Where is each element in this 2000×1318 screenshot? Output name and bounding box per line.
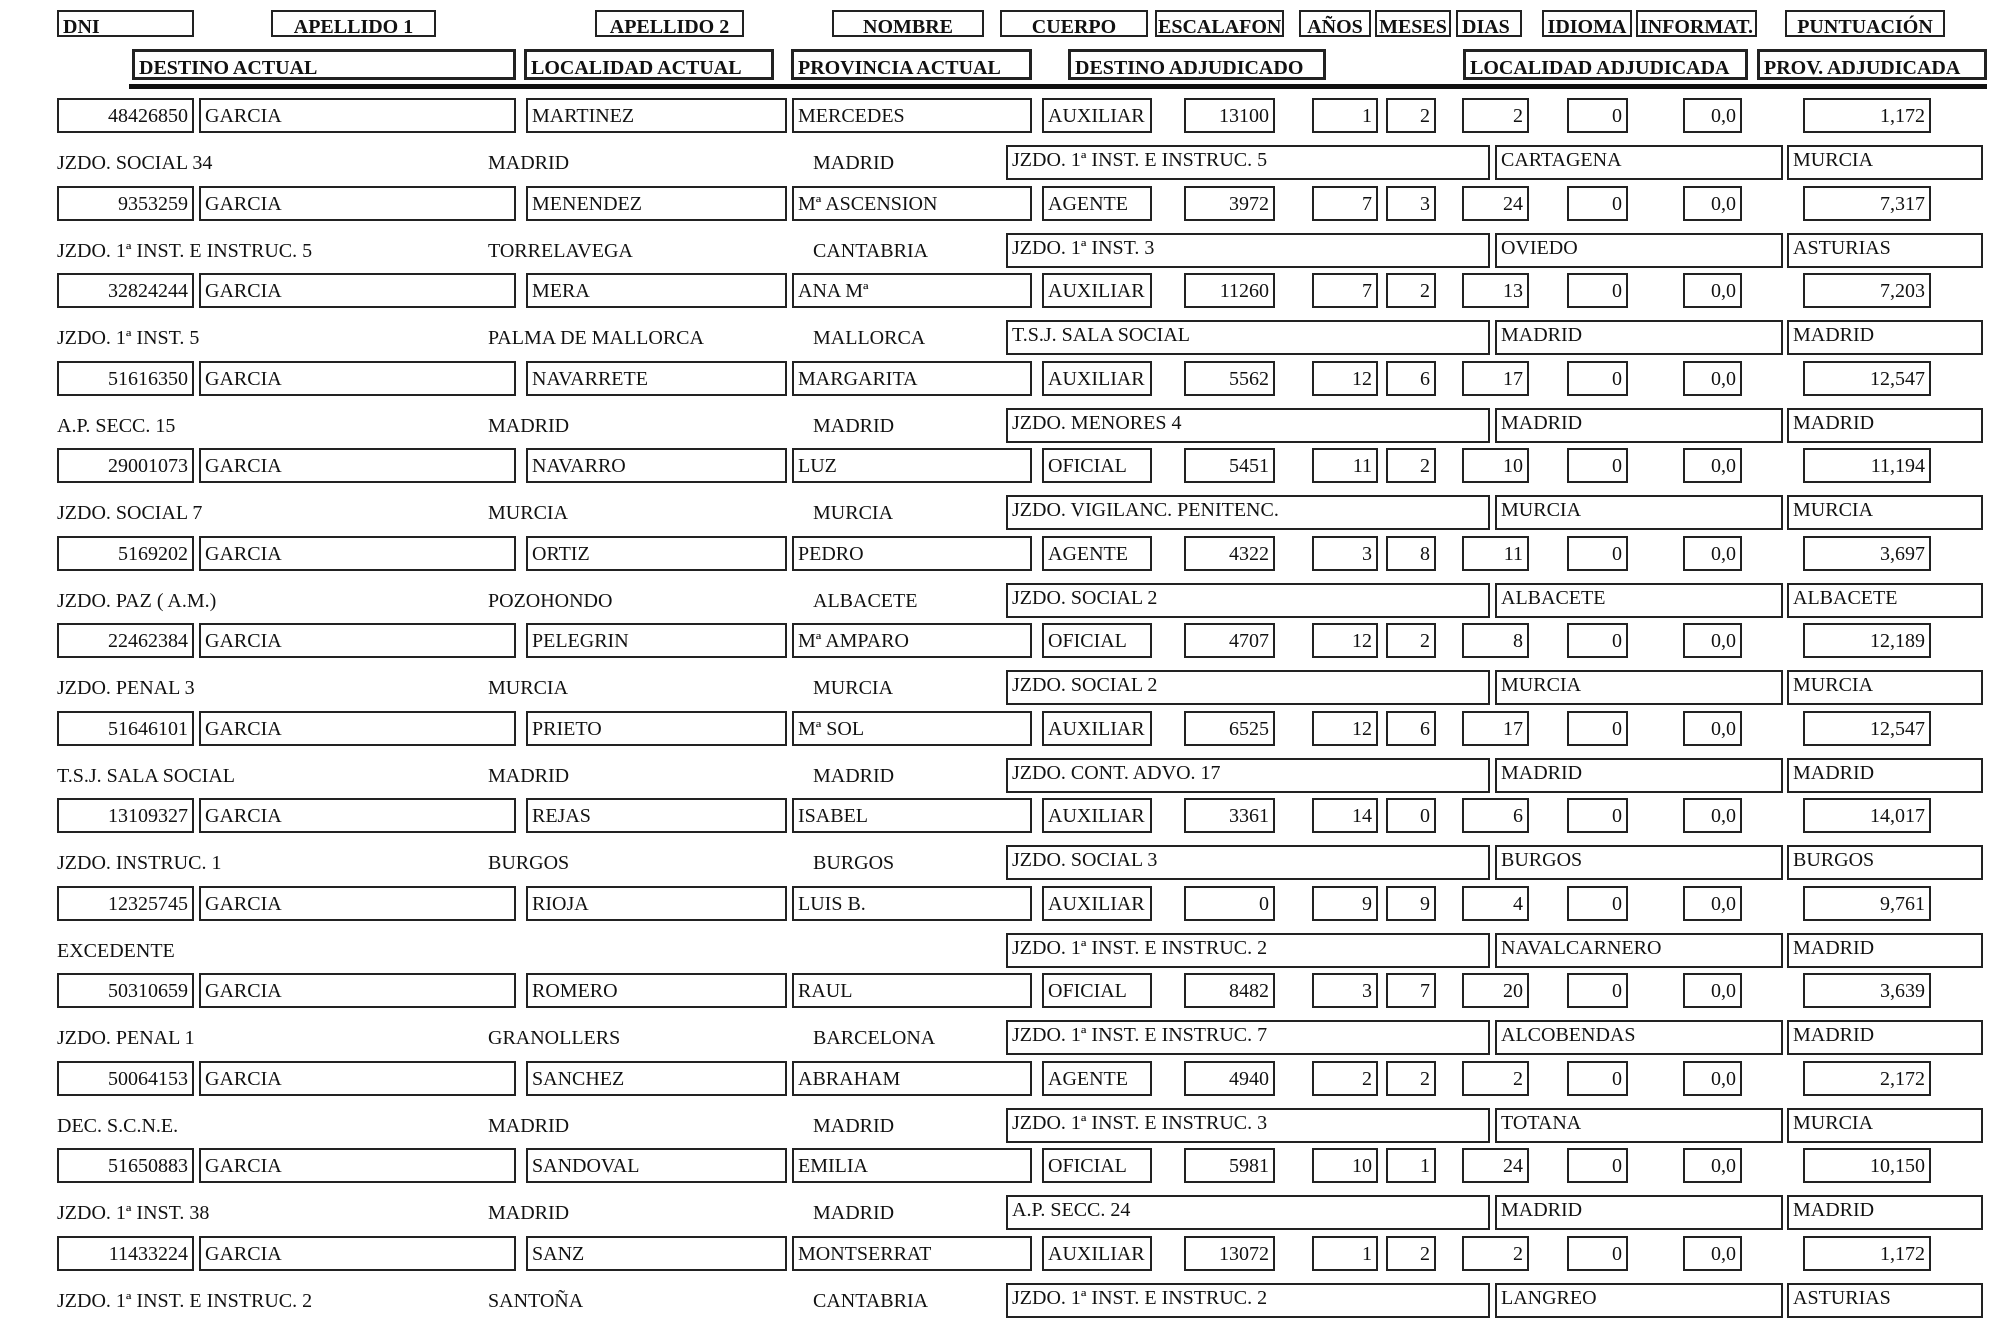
record-dest-text: T.S.J. SALA SOCIAL bbox=[57, 764, 235, 787]
record-dest-text: JZDO. PAZ ( A.M.) bbox=[57, 589, 217, 612]
record-loc-text: POZOHONDO bbox=[488, 589, 613, 612]
record-prov-text: MADRID bbox=[813, 1114, 895, 1137]
record-ladj-field: MURCIA bbox=[1495, 670, 1783, 705]
record-dadj-field: JZDO. CONT. ADVO. 17 bbox=[1006, 758, 1490, 793]
record-anos-field: 12 bbox=[1312, 361, 1378, 396]
record-prov-text: MURCIA bbox=[813, 677, 894, 699]
record-anos-field: 3 bbox=[1312, 973, 1378, 1008]
record-ap1-field: GARCIA bbox=[199, 1236, 516, 1271]
header-apellido2: APELLIDO 2 bbox=[595, 10, 744, 37]
record-anos-field: 3 bbox=[1312, 536, 1378, 571]
record-dest-text: JZDO. 1ª INST. E INSTRUC. 5 bbox=[57, 239, 313, 262]
record-dias-field: 2 bbox=[1462, 1236, 1529, 1271]
record-idioma-field: 0 bbox=[1567, 798, 1628, 833]
record-idioma-field: 0 bbox=[1567, 711, 1628, 746]
record-padj-field: MADRID bbox=[1787, 933, 1983, 968]
record-dadj-field: JZDO. SOCIAL 3 bbox=[1006, 845, 1490, 880]
record-meses-field: 2 bbox=[1386, 273, 1436, 308]
record-meses-field: 3 bbox=[1386, 186, 1436, 221]
record-inf-field: 0,0 bbox=[1683, 1061, 1742, 1096]
record-dias-field: 8 bbox=[1462, 623, 1529, 658]
record-punt-field: 12,547 bbox=[1803, 361, 1931, 396]
record-anos-field: 7 bbox=[1312, 186, 1378, 221]
record-ladj-field: ALCOBENDAS bbox=[1495, 1020, 1783, 1055]
record-ap2-field: SANDOVAL bbox=[526, 1148, 787, 1183]
record-dadj-field: JZDO. 1ª INST. E INSTRUC. 2 bbox=[1006, 1283, 1490, 1318]
record-loc-text: MADRID bbox=[488, 414, 570, 437]
record-dias-field: 17 bbox=[1462, 361, 1529, 396]
record-padj-field: ASTURIAS bbox=[1787, 233, 1983, 268]
record-loc-text: MADRID bbox=[488, 1202, 570, 1224]
record-dni-field: 13109327 bbox=[57, 798, 194, 833]
record-anos-field: 9 bbox=[1312, 886, 1378, 921]
record-inf-field: 0,0 bbox=[1683, 1236, 1742, 1271]
record-idioma-field: 0 bbox=[1567, 1148, 1628, 1183]
record-ladj-field: NAVALCARNERO bbox=[1495, 933, 1783, 968]
record-padj-field: MADRID bbox=[1787, 1020, 1983, 1055]
record-anos-field: 2 bbox=[1312, 1061, 1378, 1096]
record-meses-field: 8 bbox=[1386, 536, 1436, 571]
record-loc-text: BURGOS bbox=[488, 852, 570, 874]
record-dni-field: 51646101 bbox=[57, 711, 194, 746]
record-dadj-field: JZDO. VIGILANC. PENITENC. bbox=[1006, 495, 1490, 530]
record-padj-field: BURGOS bbox=[1787, 845, 1983, 880]
record-ap2-field: SANCHEZ bbox=[526, 1061, 787, 1096]
record-ap1-field: GARCIA bbox=[199, 798, 516, 833]
record-padj-field: MURCIA bbox=[1787, 670, 1983, 705]
record-prov-text: MADRID bbox=[813, 764, 895, 787]
record-padj-field: MADRID bbox=[1787, 320, 1983, 355]
record-loc-text: SANTOÑA bbox=[488, 1289, 584, 1312]
record-nombre-field: Mª AMPARO bbox=[792, 623, 1032, 658]
record-esc-field: 11260 bbox=[1184, 273, 1275, 308]
record-ap2-field: RIOJA bbox=[526, 886, 787, 921]
record-ap2-field: MARTINEZ bbox=[526, 98, 787, 133]
record-punt-field: 11,194 bbox=[1803, 448, 1931, 483]
record-ap2-field: MERA bbox=[526, 273, 787, 308]
record-loc-text: MURCIA bbox=[488, 677, 569, 699]
record-inf-field: 0,0 bbox=[1683, 186, 1742, 221]
record-ap2-field: SANZ bbox=[526, 1236, 787, 1271]
record-punt-field: 3,639 bbox=[1803, 973, 1931, 1008]
record-punt-field: 12,547 bbox=[1803, 711, 1931, 746]
record-dni-field: 51650883 bbox=[57, 1148, 194, 1183]
record-dadj-field: JZDO. 1ª INST. E INSTRUC. 7 bbox=[1006, 1020, 1490, 1055]
record-idioma-field: 0 bbox=[1567, 98, 1628, 133]
record-meses-field: 9 bbox=[1386, 886, 1436, 921]
record-dadj-field: JZDO. SOCIAL 2 bbox=[1006, 670, 1490, 705]
record-inf-field: 0,0 bbox=[1683, 98, 1742, 133]
record-dest-text: JZDO. PENAL 3 bbox=[57, 677, 195, 699]
record-dest-text: JZDO. INSTRUC. 1 bbox=[57, 852, 222, 874]
record-idioma-field: 0 bbox=[1567, 1236, 1628, 1271]
record-dest-text: JZDO. 1ª INST. 38 bbox=[57, 1202, 210, 1224]
record-punt-field: 7,203 bbox=[1803, 273, 1931, 308]
header-destino-actual: DESTINO ACTUAL bbox=[132, 49, 516, 80]
record-ap1-field: GARCIA bbox=[199, 623, 516, 658]
record-meses-field: 1 bbox=[1386, 1148, 1436, 1183]
record-anos-field: 12 bbox=[1312, 711, 1378, 746]
record-dadj-field: JZDO. 1ª INST. E INSTRUC. 5 bbox=[1006, 145, 1490, 180]
record-idioma-field: 0 bbox=[1567, 273, 1628, 308]
header-provincia-actual: PROVINCIA ACTUAL bbox=[791, 49, 1032, 80]
record-dni-field: 50064153 bbox=[57, 1061, 194, 1096]
record-dni-field: 29001073 bbox=[57, 448, 194, 483]
record-punt-field: 10,150 bbox=[1803, 1148, 1931, 1183]
record-anos-field: 10 bbox=[1312, 1148, 1378, 1183]
record-loc-text: MADRID bbox=[488, 1114, 570, 1137]
record-dias-field: 10 bbox=[1462, 448, 1529, 483]
record-nombre-field: Mª SOL bbox=[792, 711, 1032, 746]
record-esc-field: 4707 bbox=[1184, 623, 1275, 658]
record-dias-field: 4 bbox=[1462, 886, 1529, 921]
record-esc-field: 3361 bbox=[1184, 798, 1275, 833]
record-padj-field: MADRID bbox=[1787, 408, 1983, 443]
record-dni-field: 11433224 bbox=[57, 1236, 194, 1271]
record-nombre-field: RAUL bbox=[792, 973, 1032, 1008]
record-ap1-field: GARCIA bbox=[199, 186, 516, 221]
record-ladj-field: LANGREO bbox=[1495, 1283, 1783, 1318]
record-ap1-field: GARCIA bbox=[199, 361, 516, 396]
record-meses-field: 2 bbox=[1386, 1061, 1436, 1096]
record-cuerpo-field: AGENTE bbox=[1042, 186, 1152, 221]
record-inf-field: 0,0 bbox=[1683, 623, 1742, 658]
record-meses-field: 0 bbox=[1386, 798, 1436, 833]
record-nombre-field: ANA Mª bbox=[792, 273, 1032, 308]
record-prov-text: MALLORCA bbox=[813, 327, 926, 349]
record-esc-field: 3972 bbox=[1184, 186, 1275, 221]
record-ap1-field: GARCIA bbox=[199, 536, 516, 571]
record-punt-field: 1,172 bbox=[1803, 98, 1931, 133]
record-idioma-field: 0 bbox=[1567, 186, 1628, 221]
record-ap1-field: GARCIA bbox=[199, 1148, 516, 1183]
record-dadj-field: JZDO. 1ª INST. E INSTRUC. 3 bbox=[1006, 1108, 1490, 1143]
record-cuerpo-field: AUXILIAR bbox=[1042, 1236, 1152, 1271]
record-inf-field: 0,0 bbox=[1683, 798, 1742, 833]
record-dias-field: 6 bbox=[1462, 798, 1529, 833]
record-padj-field: MADRID bbox=[1787, 758, 1983, 793]
record-esc-field: 13100 bbox=[1184, 98, 1275, 133]
header-localidad-actual: LOCALIDAD ACTUAL bbox=[524, 49, 774, 80]
record-ap2-field: NAVARRO bbox=[526, 448, 787, 483]
record-ap1-field: GARCIA bbox=[199, 973, 516, 1008]
record-anos-field: 7 bbox=[1312, 273, 1378, 308]
record-ladj-field: BURGOS bbox=[1495, 845, 1783, 880]
record-nombre-field: LUIS B. bbox=[792, 886, 1032, 921]
record-padj-field: ASTURIAS bbox=[1787, 1283, 1983, 1318]
header-escalafon: ESCALAFON bbox=[1155, 10, 1284, 37]
header-nombre: NOMBRE bbox=[832, 10, 984, 37]
record-dadj-field: A.P. SECC. 24 bbox=[1006, 1195, 1490, 1230]
record-ap2-field: NAVARRETE bbox=[526, 361, 787, 396]
record-dest-text: JZDO. 1ª INST. 5 bbox=[57, 327, 200, 349]
record-prov-text: MADRID bbox=[813, 1202, 895, 1224]
record-punt-field: 12,189 bbox=[1803, 623, 1931, 658]
record-nombre-field: ISABEL bbox=[792, 798, 1032, 833]
record-padj-field: MURCIA bbox=[1787, 1108, 1983, 1143]
record-nombre-field: Mª ASCENSION bbox=[792, 186, 1032, 221]
record-padj-field: MADRID bbox=[1787, 1195, 1983, 1230]
record-dias-field: 20 bbox=[1462, 973, 1529, 1008]
record-loc-text: MADRID bbox=[488, 764, 570, 787]
record-esc-field: 5981 bbox=[1184, 1148, 1275, 1183]
record-cuerpo-field: AGENTE bbox=[1042, 1061, 1152, 1096]
record-ap1-field: GARCIA bbox=[199, 1061, 516, 1096]
header-dias: DIAS bbox=[1456, 10, 1522, 37]
header-dni: DNI bbox=[57, 10, 194, 37]
record-loc-text: MURCIA bbox=[488, 502, 569, 524]
record-esc-field: 8482 bbox=[1184, 973, 1275, 1008]
record-prov-text: MADRID bbox=[813, 414, 895, 437]
record-dest-text: JZDO. SOCIAL 7 bbox=[57, 502, 203, 524]
header-destino-adjudicado: DESTINO ADJUDICADO bbox=[1068, 49, 1326, 80]
record-meses-field: 6 bbox=[1386, 361, 1436, 396]
record-dias-field: 24 bbox=[1462, 1148, 1529, 1183]
record-idioma-field: 0 bbox=[1567, 536, 1628, 571]
record-inf-field: 0,0 bbox=[1683, 973, 1742, 1008]
record-idioma-field: 0 bbox=[1567, 886, 1628, 921]
record-anos-field: 11 bbox=[1312, 448, 1378, 483]
record-ap2-field: PELEGRIN bbox=[526, 623, 787, 658]
record-idioma-field: 0 bbox=[1567, 973, 1628, 1008]
record-cuerpo-field: OFICIAL bbox=[1042, 448, 1152, 483]
record-dadj-field: JZDO. 1ª INST. 3 bbox=[1006, 233, 1490, 268]
record-punt-field: 3,697 bbox=[1803, 536, 1931, 571]
record-ladj-field: MADRID bbox=[1495, 408, 1783, 443]
record-inf-field: 0,0 bbox=[1683, 448, 1742, 483]
record-prov-text: CANTABRIA bbox=[813, 1289, 929, 1312]
record-dadj-field: T.S.J. SALA SOCIAL bbox=[1006, 320, 1490, 355]
record-cuerpo-field: AGENTE bbox=[1042, 536, 1152, 571]
record-inf-field: 0,0 bbox=[1683, 1148, 1742, 1183]
record-prov-text: MURCIA bbox=[813, 502, 894, 524]
record-cuerpo-field: OFICIAL bbox=[1042, 973, 1152, 1008]
record-esc-field: 4322 bbox=[1184, 536, 1275, 571]
record-dni-field: 22462384 bbox=[57, 623, 194, 658]
record-loc-text: MADRID bbox=[488, 152, 570, 174]
record-nombre-field: MONTSERRAT bbox=[792, 1236, 1032, 1271]
record-prov-text: ALBACETE bbox=[813, 589, 918, 612]
record-cuerpo-field: OFICIAL bbox=[1042, 623, 1152, 658]
record-punt-field: 1,172 bbox=[1803, 1236, 1931, 1271]
record-ap2-field: MENENDEZ bbox=[526, 186, 787, 221]
record-cuerpo-field: AUXILIAR bbox=[1042, 273, 1152, 308]
record-meses-field: 2 bbox=[1386, 623, 1436, 658]
record-dias-field: 17 bbox=[1462, 711, 1529, 746]
record-ap1-field: GARCIA bbox=[199, 448, 516, 483]
record-nombre-field: MERCEDES bbox=[792, 98, 1032, 133]
record-dest-text: JZDO. PENAL 1 bbox=[57, 1027, 195, 1049]
record-dest-text: JZDO. 1ª INST. E INSTRUC. 2 bbox=[57, 1289, 313, 1312]
record-anos-field: 1 bbox=[1312, 98, 1378, 133]
record-esc-field: 4940 bbox=[1184, 1061, 1275, 1096]
record-ap2-field: ORTIZ bbox=[526, 536, 787, 571]
record-inf-field: 0,0 bbox=[1683, 711, 1742, 746]
record-meses-field: 6 bbox=[1386, 711, 1436, 746]
record-cuerpo-field: AUXILIAR bbox=[1042, 711, 1152, 746]
record-nombre-field: LUZ bbox=[792, 448, 1032, 483]
record-ladj-field: MADRID bbox=[1495, 758, 1783, 793]
record-punt-field: 14,017 bbox=[1803, 798, 1931, 833]
record-ladj-field: CARTAGENA bbox=[1495, 145, 1783, 180]
record-dni-field: 48426850 bbox=[57, 98, 194, 133]
record-punt-field: 9,761 bbox=[1803, 886, 1931, 921]
record-inf-field: 0,0 bbox=[1683, 361, 1742, 396]
record-meses-field: 2 bbox=[1386, 98, 1436, 133]
record-ap2-field: ROMERO bbox=[526, 973, 787, 1008]
record-dni-field: 12325745 bbox=[57, 886, 194, 921]
record-dni-field: 32824244 bbox=[57, 273, 194, 308]
record-esc-field: 6525 bbox=[1184, 711, 1275, 746]
record-dadj-field: JZDO. MENORES 4 bbox=[1006, 408, 1490, 443]
record-esc-field: 5562 bbox=[1184, 361, 1275, 396]
record-cuerpo-field: AUXILIAR bbox=[1042, 886, 1152, 921]
record-nombre-field: EMILIA bbox=[792, 1148, 1032, 1183]
record-prov-text: BARCELONA bbox=[813, 1027, 936, 1049]
header-informat: INFORMAT. bbox=[1636, 10, 1757, 37]
record-prov-text: CANTABRIA bbox=[813, 239, 929, 262]
record-dias-field: 2 bbox=[1462, 1061, 1529, 1096]
record-cuerpo-field: AUXILIAR bbox=[1042, 798, 1152, 833]
record-dest-text: JZDO. SOCIAL 34 bbox=[57, 152, 213, 174]
record-dest-text: EXCEDENTE bbox=[57, 939, 175, 962]
record-padj-field: MURCIA bbox=[1787, 145, 1983, 180]
record-idioma-field: 0 bbox=[1567, 448, 1628, 483]
header-prov-adjudicada: PROV. ADJUDICADA bbox=[1757, 49, 1987, 80]
record-anos-field: 12 bbox=[1312, 623, 1378, 658]
record-esc-field: 13072 bbox=[1184, 1236, 1275, 1271]
record-dni-field: 5169202 bbox=[57, 536, 194, 571]
record-punt-field: 2,172 bbox=[1803, 1061, 1931, 1096]
record-ap1-field: GARCIA bbox=[199, 98, 516, 133]
record-ap1-field: GARCIA bbox=[199, 886, 516, 921]
record-cuerpo-field: AUXILIAR bbox=[1042, 361, 1152, 396]
record-dias-field: 24 bbox=[1462, 186, 1529, 221]
header-cuerpo: CUERPO bbox=[1000, 10, 1148, 37]
header-localidad-adjudicada: LOCALIDAD ADJUDICADA bbox=[1463, 49, 1748, 80]
record-anos-field: 1 bbox=[1312, 1236, 1378, 1271]
record-ladj-field: ALBACETE bbox=[1495, 583, 1783, 618]
record-dni-field: 9353259 bbox=[57, 186, 194, 221]
record-cuerpo-field: OFICIAL bbox=[1042, 1148, 1152, 1183]
record-padj-field: ALBACETE bbox=[1787, 583, 1983, 618]
record-idioma-field: 0 bbox=[1567, 361, 1628, 396]
record-inf-field: 0,0 bbox=[1683, 273, 1742, 308]
record-dias-field: 11 bbox=[1462, 536, 1529, 571]
header-anos: AÑOS bbox=[1299, 10, 1371, 37]
header-meses: MESES bbox=[1375, 10, 1451, 37]
record-nombre-field: MARGARITA bbox=[792, 361, 1032, 396]
record-ladj-field: MADRID bbox=[1495, 1195, 1783, 1230]
record-loc-text: TORRELAVEGA bbox=[488, 239, 633, 262]
record-ladj-field: TOTANA bbox=[1495, 1108, 1783, 1143]
record-dest-text: DEC. S.C.N.E. bbox=[57, 1114, 179, 1137]
header-idioma: IDIOMA bbox=[1542, 10, 1632, 37]
record-dadj-field: JZDO. SOCIAL 2 bbox=[1006, 583, 1490, 618]
header-puntuacion: PUNTUACIÓN bbox=[1785, 10, 1945, 37]
record-ladj-field: MURCIA bbox=[1495, 495, 1783, 530]
record-dias-field: 13 bbox=[1462, 273, 1529, 308]
record-cuerpo-field: AUXILIAR bbox=[1042, 98, 1152, 133]
record-dias-field: 2 bbox=[1462, 98, 1529, 133]
record-inf-field: 0,0 bbox=[1683, 536, 1742, 571]
record-dest-text: A.P. SECC. 15 bbox=[57, 414, 176, 437]
record-meses-field: 2 bbox=[1386, 1236, 1436, 1271]
record-nombre-field: ABRAHAM bbox=[792, 1061, 1032, 1096]
record-dni-field: 50310659 bbox=[57, 973, 194, 1008]
record-dni-field: 51616350 bbox=[57, 361, 194, 396]
record-prov-text: MADRID bbox=[813, 152, 895, 174]
record-esc-field: 0 bbox=[1184, 886, 1275, 921]
record-anos-field: 14 bbox=[1312, 798, 1378, 833]
record-punt-field: 7,317 bbox=[1803, 186, 1931, 221]
record-nombre-field: PEDRO bbox=[792, 536, 1032, 571]
record-dadj-field: JZDO. 1ª INST. E INSTRUC. 2 bbox=[1006, 933, 1490, 968]
record-idioma-field: 0 bbox=[1567, 1061, 1628, 1096]
record-loc-text: PALMA DE MALLORCA bbox=[488, 327, 704, 349]
record-inf-field: 0,0 bbox=[1683, 886, 1742, 921]
record-esc-field: 5451 bbox=[1184, 448, 1275, 483]
record-meses-field: 7 bbox=[1386, 973, 1436, 1008]
record-idioma-field: 0 bbox=[1567, 623, 1628, 658]
record-prov-text: BURGOS bbox=[813, 852, 895, 874]
record-ladj-field: OVIEDO bbox=[1495, 233, 1783, 268]
record-padj-field: MURCIA bbox=[1787, 495, 1983, 530]
record-ap2-field: PRIETO bbox=[526, 711, 787, 746]
record-loc-text: GRANOLLERS bbox=[488, 1027, 621, 1049]
record-ap2-field: REJAS bbox=[526, 798, 787, 833]
record-ap1-field: GARCIA bbox=[199, 273, 516, 308]
header-apellido1: APELLIDO 1 bbox=[271, 10, 436, 37]
header-divider bbox=[129, 84, 1987, 89]
record-meses-field: 2 bbox=[1386, 448, 1436, 483]
record-ladj-field: MADRID bbox=[1495, 320, 1783, 355]
record-ap1-field: GARCIA bbox=[199, 711, 516, 746]
